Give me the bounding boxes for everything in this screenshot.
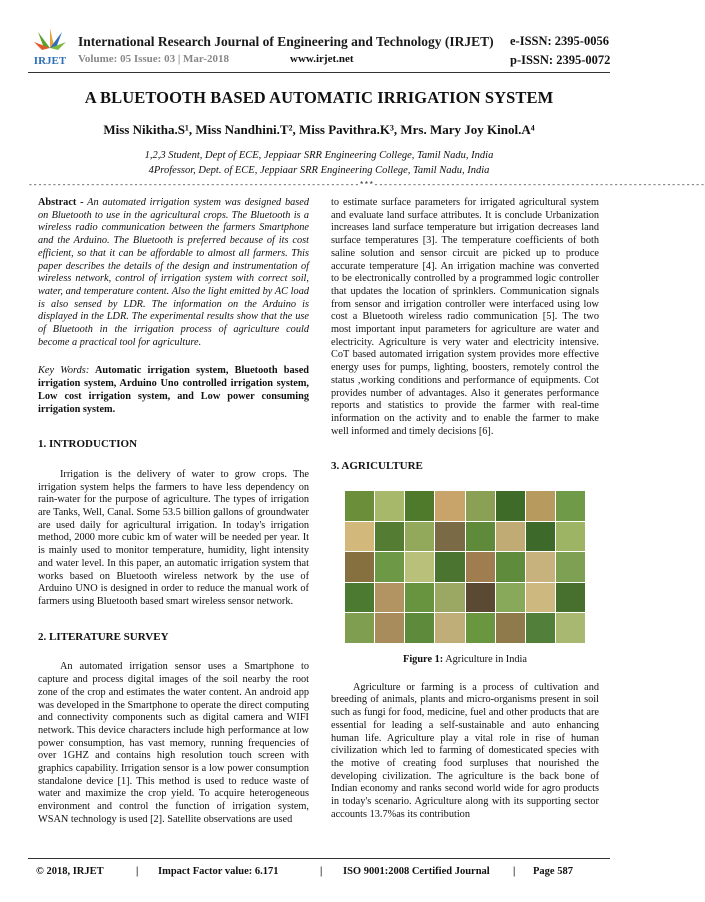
- footer-iso: ISO 9001:2008 Certified Journal: [343, 866, 490, 877]
- abstract-text: An automated irrigation system was designed based on Bluetooth to use in the agricultural crops. The Bluetooth is a wireless radio communication between the farmers Smartphone and the Arduino. The Bluetooth is preferred because of its cost efficient, so that it can be affordable to almost all farmers. This paper describes the details of the design and instrumentation of wireless network, control of irrigation system with correct soil, water, and temperature content. Also the light emitted by AC load is also sensed by LDR. The information on the Arduino is displayed in the LDR. The experimental results show that the use of Bluetooth in the irrigation process of agriculture could become a practical tool for agriculture.: [38, 197, 309, 348]
- author-list: Miss Nikitha.S¹, Miss Nandhini.T², Miss Pavithra.K³, Mrs. Mary Joy Kinol.A⁴: [103, 122, 535, 137]
- collage-tile: [405, 613, 434, 643]
- collage-tile: [496, 491, 525, 521]
- collage-tile: [526, 552, 555, 582]
- collage-tile: [375, 491, 404, 521]
- collage-tile: [556, 613, 585, 643]
- footer-divider: |: [136, 866, 139, 877]
- abstract: [38, 197, 309, 349]
- keywords-text: Automatic irrigation system, Bluetooth based irrigation system, Arduino Uno controlled irrigation system, Low cost irrigation system, and Low power consuming irrigation system.: [38, 365, 309, 415]
- left-column: [38, 197, 309, 827]
- collage-tile: [405, 552, 434, 582]
- collage-tile: [375, 613, 404, 643]
- footer-copyright: © 2018, IRJET: [36, 866, 104, 877]
- collage-tile: [466, 613, 495, 643]
- collage-tile: [526, 613, 555, 643]
- collage-tile: [466, 583, 495, 613]
- collage-tile: [556, 552, 585, 582]
- collage-tile: [526, 522, 555, 552]
- footer-page-number: Page 587: [533, 866, 573, 877]
- e-issn: e-ISSN: 2395-0056: [510, 34, 609, 48]
- journal-name: International Research Journal of Engineering and Technology (IRJET): [78, 34, 494, 49]
- figure-caption: [331, 654, 599, 667]
- collage-tile: [496, 583, 525, 613]
- collage-tile: [526, 583, 555, 613]
- volume-issue: Volume: 05 Issue: 03 | Mar-2018: [78, 53, 230, 65]
- footer-divider: |: [320, 866, 323, 877]
- section-separator: ---------------------------------------------------------------------***---------------------------------------------------------------------: [28, 181, 705, 190]
- collage-tile: [466, 552, 495, 582]
- collage-tile: [375, 583, 404, 613]
- heading-literature-survey: 2. LITERATURE SURVEY: [38, 630, 169, 643]
- keywords-label: Key Words: [38, 365, 86, 377]
- paper-title: A BLUETOOTH BASED AUTOMATIC IRRIGATION SYSTEM: [84, 88, 554, 107]
- logo-text: IRJET: [33, 55, 67, 67]
- keywords: Key Words: Automatic irrigation system, Bluetooth based irrigation system, Arduino Uno controlled irrigation system, Low cost irrigation system, and Low power consuming irrigation system.: [38, 365, 309, 415]
- collage-tile: [496, 613, 525, 643]
- heading-introduction: 1. INTRODUCTION: [38, 438, 138, 451]
- collage-tile: [345, 583, 374, 613]
- collage-tile: [496, 522, 525, 552]
- agriculture-text: Agriculture or farming is a process of cultivation and breeding of animals, plants and micro-organisms present in soil such as fungi for food, medicine, fuel and other products that are essential for leading a self-sustainable and auto enhancing human life. Agriculture play a vital role in rise of human civilization which led to farming of domesticated species with the motive of creating food surpluses that nourished the developing civilization. The agriculture is the back bone of Indian economy and ranks second world wide for agro products in today's scenario. Agriculture along with its supporting sector accounts 13.7%as its contribution: [331, 681, 599, 820]
- collage-tile: [435, 613, 464, 643]
- footer-divider: |: [513, 866, 516, 877]
- collage-tile: [556, 491, 585, 521]
- collage-tile: [345, 491, 374, 521]
- collage-tile: [375, 522, 404, 552]
- collage-tile: [345, 522, 374, 552]
- collage-tile: [345, 613, 374, 643]
- collage-tile: [405, 491, 434, 521]
- collage-tile: [405, 522, 434, 552]
- collage-tile: [496, 552, 525, 582]
- collage-tile: [435, 552, 464, 582]
- collage-tile: [435, 522, 464, 552]
- collage-tile: [526, 491, 555, 521]
- collage-tile: [435, 491, 464, 521]
- abstract-label: Abstract -: [38, 197, 84, 208]
- figure-label: Figure 1:: [403, 654, 444, 666]
- literature-survey-continued: to estimate surface parameters for irrigated agricultural system and evaluate land surface attributes. It is conclude Urbanization increases land surface temperature but irrigation decreases land surface temperatures [3]. The temperature coefficients of both saline solution and sensor circuit are picked up to produce accurate temperature [4]. An irrigation machine was converted to be electronically controlled by a programmed logic controller that updates the location of sprinklers. Communication signals from sensor and irrigation controller were interfaced using low cost a Bluetooth wireless radio communication [5]. The two most important input parameters for agriculture are water and electricity. Agriculture is very water and electricity intensive. CoT based automated irrigation system provides more effective energy uses for pumps, lighting, boosters, remotely control the status ,working conditions and performance of equipments. Cot provides number of advantages. Also it generates performance reports and statistics to provide the farmer with real-time information on the activity and to enable the farmer to make well informed and timely decisions [6].: [331, 197, 599, 437]
- collage-tile: [435, 583, 464, 613]
- collage-tile: [466, 522, 495, 552]
- right-column: [331, 197, 599, 822]
- affiliation-students: 1,2,3 Student, Dept of ECE, Jeppiaar SRR Engineering College, Tamil Nadu, India: [144, 150, 494, 161]
- journal-website-link[interactable]: www.irjet.net: [290, 53, 354, 65]
- affiliation-professor: 4Professor, Dept. of ECE, Jeppiaar SRR Engineering College, Tamil Nadu, India: [148, 165, 490, 176]
- collage-tile: [556, 583, 585, 613]
- footer-rule: [28, 858, 610, 859]
- figure-caption-text: Agriculture in India: [445, 654, 527, 666]
- collage-tile: [556, 522, 585, 552]
- collage-tile: [466, 491, 495, 521]
- collage-tile: [375, 552, 404, 582]
- p-issn: p-ISSN: 2395-0072: [510, 53, 611, 67]
- header-rule: [28, 72, 610, 73]
- footer-impact-factor: Impact Factor value: 6.171: [158, 866, 279, 877]
- agriculture-photo-collage: [345, 491, 585, 643]
- logo-leaves-icon: [34, 28, 66, 50]
- literature-survey-text: An automated irrigation sensor uses a Smartphone to capture and process digital images of the soil nearby the root zone of the crop and estimates the water content. An android app was developed in the Smartphone to operate the direct computing and connectivity components such as digital camera and WIFI network. This device characters include high performance at low power consumption, has vast memory, running frequencies of over 1GHZ and contains high resolution touch screen with graphics capability. Irrigation sensor is a low power consumption standalone device [1]. This method is used to reduce waste of water and maximize the crop yield. To acquire heterogeneous environment and control the function of irrigation system, WSAN technology is used [2]. Satellite observations are used: [38, 661, 309, 825]
- heading-agriculture: 3. AGRICULTURE: [331, 460, 423, 473]
- collage-tile: [345, 552, 374, 582]
- collage-tile: [405, 583, 434, 613]
- irjet-logo: [30, 26, 70, 74]
- introduction-text: Irrigation is the delivery of water to grow crops. The irrigation system helps the farmers to have less dependency on rain-water for the purpose of agriculture. The types of irrigation are Tanks, Well, Canal. Some 53.5 billion gallons of groundwater are used daily for agricultural irrigation. In today's irrigation method, 2000 more cubic km of water will be needed per year. It is mainly used to monitor temperature, humidity, light intensity and water level. In this paper, an automatic irrigation system that works based on Bluetooth wireless network by the use of Arduino UNO is designed in order to reduce the manual work of farmers using Bluetooth based smart wireless sensor network.: [38, 468, 309, 607]
